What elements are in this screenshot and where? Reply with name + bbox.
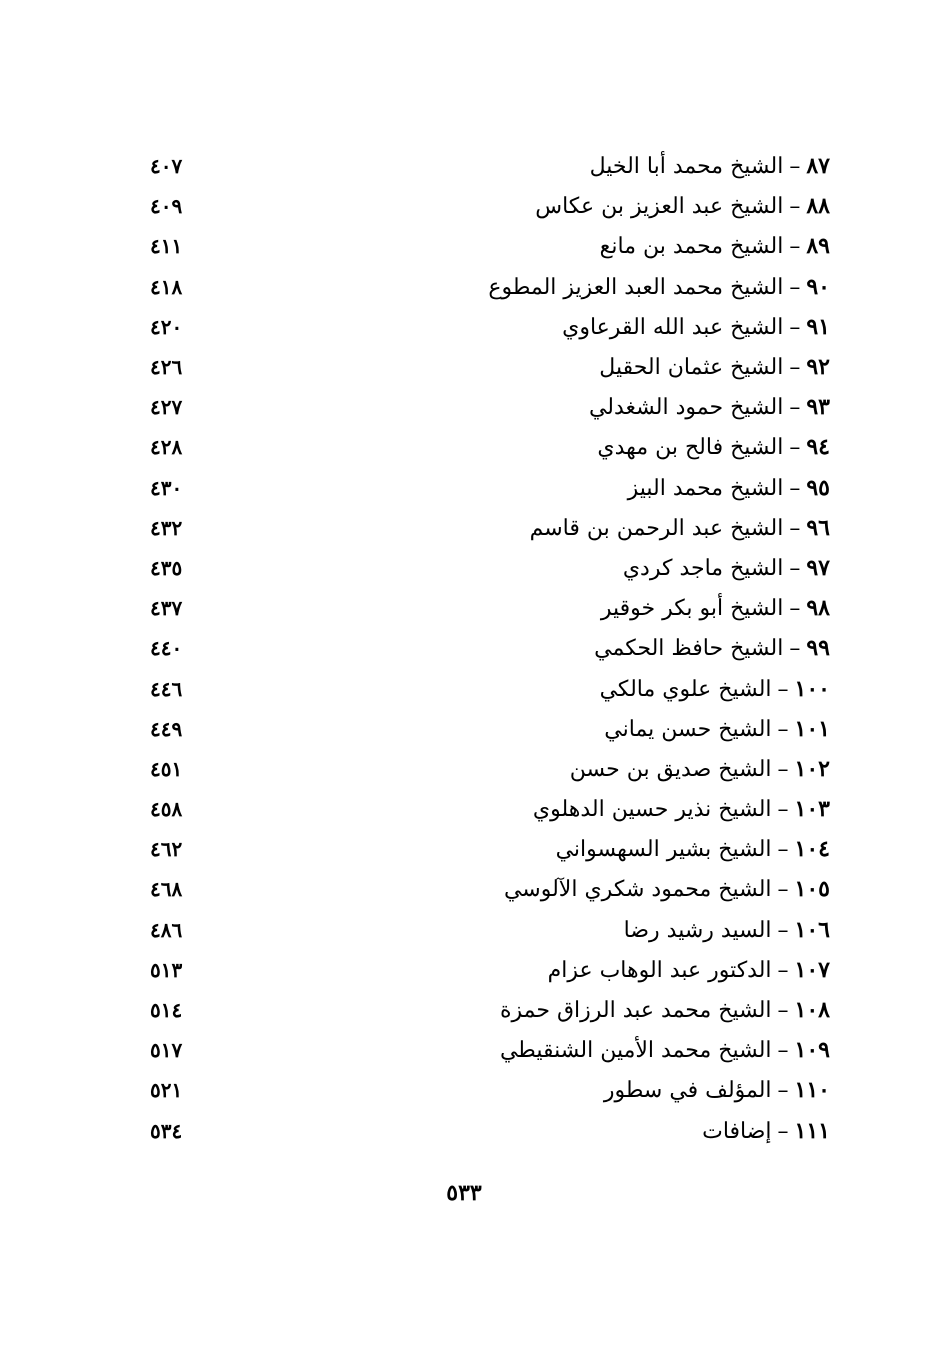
entry-dash: –	[777, 917, 789, 943]
entry-title: الشيخ ماجد كردي	[622, 555, 784, 581]
entry-title: الشيخ حافظ الحكمي	[594, 636, 784, 662]
entry-number: ٩٧	[806, 554, 830, 581]
entry-page-number: ٥١٣	[150, 957, 183, 982]
toc-entry	[500, 1037, 830, 1063]
entry-number: ٩٦	[806, 514, 830, 541]
entry-title: الشيخ محمد أبا الخيل	[589, 154, 784, 180]
entry-title: المؤلف في سطور	[603, 1078, 772, 1104]
entry-page-number: ٤٨٦	[150, 917, 183, 942]
entry-number: ٩٣	[806, 394, 830, 421]
toc-entry	[570, 756, 830, 782]
entry-page-number: ٥١٤	[150, 998, 183, 1023]
entry-number: ٩٠	[806, 273, 830, 300]
entry-title: الشيخ فالح بن مهدي	[597, 435, 784, 461]
entry-page-number: ٤٢٠	[150, 314, 183, 339]
entry-number: ١٠٨	[794, 997, 830, 1024]
entry-dash: –	[777, 676, 789, 702]
toc-entry	[600, 676, 830, 702]
entry-title: الدكتور عبد الوهاب عزام	[547, 957, 772, 983]
toc-entry	[556, 836, 830, 862]
entry-number: ١٠١	[794, 715, 830, 742]
entry-page-number: ٤٤٠	[150, 636, 183, 661]
entry-dash: –	[789, 234, 801, 260]
toc-entry	[535, 193, 830, 219]
entry-number: ١٠٧	[794, 956, 830, 983]
toc-entry	[488, 274, 830, 300]
toc-entry	[604, 716, 830, 742]
toc-row	[150, 468, 830, 508]
toc-row	[150, 1111, 830, 1151]
toc-row	[150, 427, 830, 467]
entry-title: الشيخ عبد الرحمن بن قاسم	[529, 515, 784, 541]
entry-number: ٩٢	[806, 354, 830, 381]
entry-number: ١٠٣	[794, 796, 830, 823]
toc-entry	[599, 354, 830, 380]
entry-dash: –	[789, 555, 801, 581]
entry-dash: –	[777, 716, 789, 742]
toc-row	[150, 1070, 830, 1110]
toc-entry	[597, 434, 830, 460]
toc-row	[150, 869, 830, 909]
toc-row	[150, 910, 830, 950]
toc-entry	[589, 394, 830, 420]
entry-dash: –	[789, 355, 801, 381]
entry-title: الشيخ علوي مالكي	[599, 676, 772, 702]
entry-dash: –	[777, 998, 789, 1024]
entry-title: الشيخ صديق بن حسن	[569, 756, 772, 782]
entry-number: ١٠٠	[794, 675, 830, 702]
entry-page-number: ٤٦٨	[150, 877, 183, 902]
entry-dash: –	[777, 1118, 789, 1144]
entry-number: ٩٤	[806, 434, 830, 461]
toc-entry	[562, 314, 830, 340]
entry-number: ٩٩	[806, 635, 830, 662]
toc-row	[150, 749, 830, 789]
toc-entry	[600, 233, 830, 259]
table-of-contents	[150, 146, 830, 1151]
toc-row	[150, 709, 830, 749]
entry-title: الشيخ محمد عبد الرزاق حمزة	[499, 998, 772, 1024]
entry-page-number: ٤٣٥	[150, 555, 183, 580]
entry-dash: –	[789, 154, 801, 180]
toc-row	[150, 307, 830, 347]
toc-entry	[624, 917, 830, 943]
toc-entry	[623, 555, 830, 581]
toc-entry	[533, 796, 830, 822]
toc-row	[150, 990, 830, 1030]
toc-row	[150, 588, 830, 628]
entry-page-number: ٤٤٩	[150, 716, 183, 741]
entry-title: الشيخ محمد العبد العزيز المطوع	[488, 274, 784, 300]
entry-page-number: ٤٠٧	[150, 154, 183, 179]
entry-page-number: ٤٤٦	[150, 676, 183, 701]
entry-title: الشيخ عبد العزيز بن عكاس	[535, 194, 784, 220]
entry-title: الشيخ عثمان الحقيل	[599, 355, 784, 381]
entry-number: ٩٥	[806, 474, 830, 501]
entry-dash: –	[789, 274, 801, 300]
entry-number: ١٠٤	[794, 836, 830, 863]
toc-entry	[601, 595, 830, 621]
toc-entry	[504, 876, 830, 902]
entry-page-number: ٤٢٨	[150, 435, 183, 460]
entry-page-number: ٤٠٩	[150, 194, 183, 219]
entry-number: ١١١	[794, 1117, 830, 1144]
entry-dash: –	[777, 797, 789, 823]
entry-number: ٨٧	[806, 153, 830, 180]
entry-page-number: ٤١٨	[150, 274, 183, 299]
toc-row	[150, 267, 830, 307]
entry-title: السيد رشيد رضا	[623, 917, 772, 943]
entry-title: إضافات	[702, 1118, 772, 1144]
toc-entry	[628, 475, 830, 501]
entry-title: الشيخ محمد بن مانع	[599, 234, 784, 260]
toc-entry	[702, 1118, 830, 1144]
entry-page-number: ٥١٧	[150, 1038, 183, 1063]
entry-dash: –	[777, 1078, 789, 1104]
toc-row	[150, 508, 830, 548]
entry-number: ٩٨	[806, 595, 830, 622]
toc-row	[150, 548, 830, 588]
entry-page-number: ٥٣٤	[150, 1118, 183, 1143]
entry-number: ١٠٥	[794, 876, 830, 903]
entry-page-number: ٤٢٧	[150, 395, 183, 420]
toc-row	[150, 1030, 830, 1070]
entry-number: ١٠٦	[794, 916, 830, 943]
toc-row	[150, 387, 830, 427]
entry-dash: –	[789, 636, 801, 662]
toc-entry	[594, 635, 830, 661]
entry-page-number: ٥٢١	[150, 1078, 183, 1103]
entry-number: ٩١	[806, 313, 830, 340]
toc-row	[150, 668, 830, 708]
page-number: ٥٣٣	[446, 1180, 482, 1206]
entry-title: الشيخ محمود شكري الآلوسي	[503, 877, 772, 903]
entry-dash: –	[777, 1038, 789, 1064]
entry-title: الشيخ محمد الأمين الشنقيطي	[499, 1038, 772, 1064]
entry-number: ٨٨	[806, 193, 830, 220]
entry-page-number: ٤٣٧	[150, 596, 183, 621]
toc-entry	[590, 153, 830, 179]
entry-title: الشيخ عبد الله القرعاوي	[562, 314, 784, 340]
toc-row	[150, 789, 830, 829]
toc-row	[150, 146, 830, 186]
entry-page-number: ٤٣٢	[150, 515, 183, 540]
entry-title: الشيخ أبو بكر خوقير	[600, 596, 784, 622]
entry-dash: –	[789, 475, 801, 501]
entry-dash: –	[789, 596, 801, 622]
entry-page-number: ٤٥١	[150, 756, 183, 781]
entry-dash: –	[777, 957, 789, 983]
entry-dash: –	[789, 395, 801, 421]
entry-page-number: ٤٦٢	[150, 837, 183, 862]
entry-title: الشيخ نذير حسين الدهلوي	[532, 797, 772, 823]
entry-dash: –	[777, 877, 789, 903]
entry-title: الشيخ محمد البيز	[627, 475, 784, 501]
toc-entry	[548, 957, 830, 983]
entry-dash: –	[777, 756, 789, 782]
toc-row	[150, 347, 830, 387]
toc-row	[150, 950, 830, 990]
entry-dash: –	[789, 435, 801, 461]
toc-row	[150, 628, 830, 668]
entry-title: الشيخ حمود الشغدلي	[588, 395, 784, 421]
entry-title: الشيخ حسن يماني	[604, 716, 772, 742]
entry-dash: –	[789, 314, 801, 340]
entry-number: ١٠٩	[794, 1037, 830, 1064]
entry-dash: –	[789, 194, 801, 220]
entry-number: ٨٩	[806, 233, 830, 260]
entry-page-number: ٤١١	[150, 234, 183, 259]
toc-row	[150, 829, 830, 869]
entry-page-number: ٤٣٠	[150, 475, 183, 500]
entry-dash: –	[777, 837, 789, 863]
entry-number: ١١٠	[794, 1077, 830, 1104]
entry-page-number: ٤٢٦	[150, 355, 183, 380]
entry-dash: –	[789, 515, 801, 541]
entry-page-number: ٤٥٨	[150, 797, 183, 822]
toc-row	[150, 226, 830, 266]
entry-number: ١٠٢	[794, 755, 830, 782]
toc-row	[150, 186, 830, 226]
toc-entry	[530, 515, 830, 541]
entry-title: الشيخ بشير السهسواني	[555, 837, 772, 863]
toc-entry	[500, 997, 830, 1023]
toc-entry	[604, 1077, 830, 1103]
